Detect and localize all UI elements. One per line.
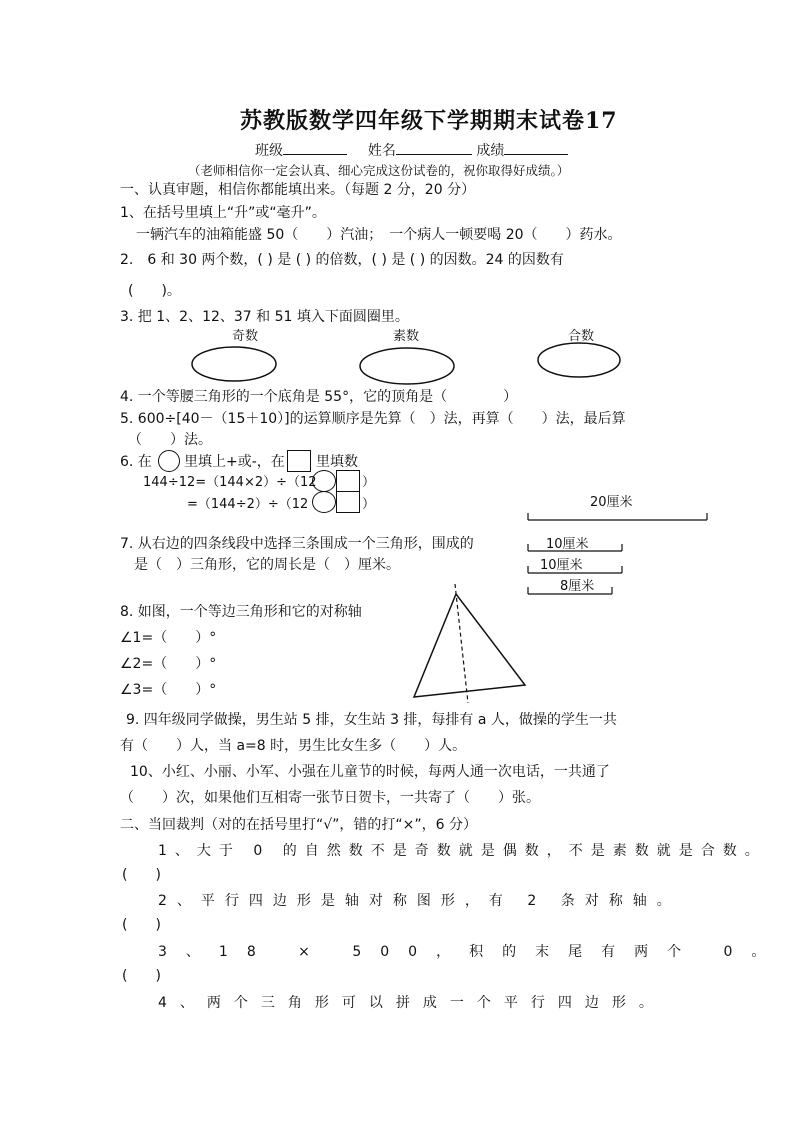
judge-item-1: 1、大于 0 的自然数不是奇数就是偶数，不是素数就是合数。	[158, 843, 767, 859]
encouragement-text: （老师相信你一定会认真、细心完成这份试卷的，祝你取得好成绩。）	[188, 163, 570, 178]
angle-2-blank: ∠2=（ ）°	[120, 656, 217, 672]
question-7-part-a: 7. 从右边的四条线段中选择三条围成一个三角形，围成的	[120, 536, 474, 552]
question-6-equation-2: =（144÷2）÷（12	[187, 497, 309, 512]
angle-1-blank: ∠1=（ ）°	[120, 630, 217, 646]
ellipse-label-composite: 合数	[568, 329, 595, 344]
section1-heading: 一、认真审题，相信你都能填出来。（每题 2 分，20 分）	[120, 182, 476, 198]
name-label: 姓名	[367, 143, 396, 159]
question-4: 4. 一个等腰三角形的一个底角是 55°，它的顶角是（ ）	[120, 389, 518, 405]
judge-item-2-answer[interactable]: ( )	[122, 917, 161, 933]
question-7-part-b: 是（ ）三角形，它的周长是（ ）厘米。	[134, 557, 400, 573]
question-3: 3. 把 1、2、12、37 和 51 填入下面圆圈里。	[120, 309, 409, 325]
question-10-part-b: （ ）次，如果他们互相寄一张节日贺卡，一共寄了（ ）张。	[120, 790, 540, 806]
segment-label-20cm: 20厘米	[590, 495, 633, 510]
score-label: 成绩	[476, 143, 505, 159]
ellipse-label-odd: 奇数	[232, 329, 259, 344]
judge-item-2: 2、平行四边形是轴对称图形，有 2 条对称轴。	[158, 893, 681, 909]
equation-1-close: ）	[362, 475, 376, 490]
question-5-part-a: 5. 600÷[40－（15＋10）]的运算顺序是先算（ ）法，再算（ ）法，最后算	[120, 411, 626, 427]
angle-3-blank: ∠3=（ ）°	[120, 682, 217, 698]
question-10-part-a: 10、小红、小丽、小军、小强在儿童节的时候，每两人通一次电话，一共通了	[130, 764, 610, 780]
question-9-part-a: 9. 四年级同学做操，男生站 5 排，女生站 3 排，每排有 a 人，做操的学生一共	[126, 712, 617, 728]
question-5-part-b: （ ）法。	[128, 432, 212, 448]
question-8: 8. 如图，一个等边三角形和它的对称轴	[120, 604, 362, 620]
ellipse-label-prime: 素数	[393, 329, 420, 344]
question-1-line: 一辆汽车的油箱能盛 50（ ）汽油； 一个病人一顿要喝 20（ ）药水。	[136, 227, 622, 243]
segment-label-10cm-b: 10厘米	[540, 558, 583, 573]
class-label: 班级	[255, 143, 283, 159]
question-2-part-a: 2. 6 和 30 两个数，( ) 是 ( ) 的倍数，( ) 是 ( ) 的因数。24 的因数有	[120, 252, 564, 268]
question-9-part-b: 有（ ）人，当 a=8 时，男生比女生多（ ）人。	[120, 738, 467, 754]
segment-label-8cm: 8厘米	[560, 579, 595, 594]
question-1: 1、在括号里填上“升”或“毫升”。	[120, 205, 326, 221]
question-6-part-a: 6. 在	[120, 454, 152, 470]
equilateral-triangle	[414, 594, 525, 697]
judge-item-3-answer[interactable]: ( )	[122, 968, 161, 984]
page-title: 苏教版数学四年级下学期期末试卷17	[240, 108, 618, 134]
question-6-part-c: 里填数	[316, 454, 358, 470]
judge-item-4: 4、两个三角形可以拼成一个平行四边形。	[158, 995, 666, 1011]
question-6-equation-1: 144÷12=（144×2）÷（12	[143, 475, 317, 490]
section2-heading: 二、当回裁判（对的在括号里打“√”，错的打“×”，6 分）	[120, 817, 478, 833]
equation-2-close: ）	[362, 497, 376, 512]
judge-item-3: 3、18 × 500，积的末尾有两个 0。	[158, 944, 785, 960]
question-6-part-b: 里填上+或-，在	[184, 454, 285, 470]
segment-label-10cm-a: 10厘米	[546, 537, 589, 552]
question-2-part-b: ( )。	[128, 283, 181, 299]
judge-item-1-answer[interactable]: ( )	[122, 867, 161, 883]
